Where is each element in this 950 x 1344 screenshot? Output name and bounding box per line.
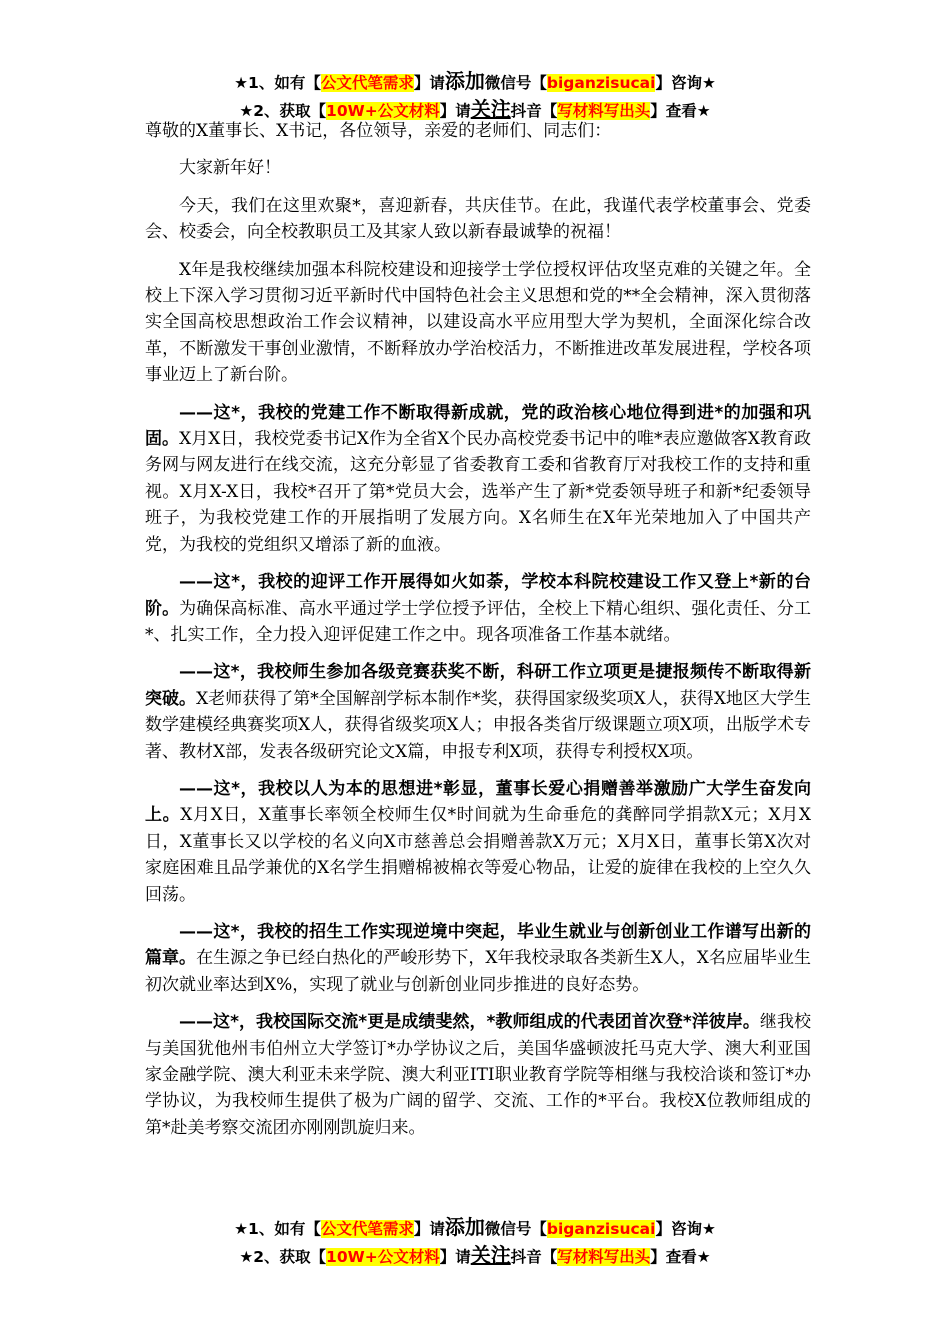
section-lead: ——这*，我校国际交流*更是成绩斐然，*教师组成的代表团首次登*洋彼岸。: [179, 1012, 760, 1033]
section-text: X月X日，X董事长率领全校师生仅*时间就为生命垂危的龚醉同学捐款X元；X月X日，X董事长又以学校的名义向X市慈善总会捐赠善款X万元；X月X日，董事长第X次对家庭困难且品学兼优的X名学生捐赠棉被棉衣等爱心物品，让爱的旋律在我校的上空久久回荡。: [145, 805, 811, 905]
highlight-service: 公文代笔需求: [320, 74, 414, 92]
star-icon: ★: [234, 74, 249, 92]
section-paragraph: [145, 569, 811, 648]
section-lead: ——这*，我校以人为本的思想进*彰显，董事长爱心捐赠善举激励广大学生奋发向上。: [145, 778, 811, 826]
star-icon: ★: [239, 1248, 254, 1266]
highlight-materials: 10W+公文材料: [326, 1248, 440, 1266]
section-paragraph: [145, 1009, 811, 1141]
document-body: [145, 118, 811, 1152]
section-text: 在生源之争已经白热化的严峻形势下，X年我校录取各类新生X人，X名应届毕业生初次就业率达到X%，实现了就业与创新创业同步推进的良好态势。: [145, 948, 812, 995]
highlight-douyin: 写材料写出头: [557, 102, 651, 120]
section-paragraph: [145, 400, 811, 558]
highlight-douyin: 写材料写出头: [557, 1248, 651, 1266]
star-icon: ★: [239, 102, 254, 120]
section-text: 为确保高标准、高水平通过学士学位授予评估，全校上下精心组织、强化责任、分工*、扎实工作，全力投入迎评促建工作之中。现各项准备工作基本就绪。: [145, 598, 812, 645]
footer-banner: [0, 1214, 950, 1270]
intro-paragraph: 今天，我们在这里欢聚*，喜迎新春，共庆佳节。在此，我谨代表学校董事会、党委会、校委会，向全校教职员工及其家人致以新春最诚挚的祝福！: [145, 195, 811, 243]
salutation: 尊敬的X董事长、X书记，各位领导，亲爱的老师们、同志们：: [145, 121, 612, 141]
section-text: 继我校与美国犹他州韦伯州立大学签订*办学协议之后，美国华盛顿波托马克大学、澳大利亚国家金融学院、澳大利亚未来学院、澳大利亚ITI职业教育学院等相继与我校洽谈和签订*办学协议，为我校师生提供了极为广阔的留学、交流、工作的*平台。我校X位教师组成的第*赴美考察交流团亦刚刚凯旋归来。: [145, 1012, 811, 1138]
highlight-wechat-id: biganzisucai: [546, 74, 656, 92]
section-paragraph: [145, 659, 811, 765]
section-lead: ——这*，我校的党建工作不断取得新成就，党的政治核心地位得到进*的加强和巩固。: [145, 402, 811, 450]
section-lead: ——这*，我校师生参加各级竞赛获奖不断，科研工作立项更是捷报频传不断取得新突破。: [145, 662, 811, 709]
banner-line-1: ★1、如有【公文代笔需求】请添加微信号【biganzisucai】咨询★: [234, 69, 716, 93]
banner-line-2: ★2、获取【10W+公文材料】请关注抖音【写材料写出头】查看★: [239, 1243, 711, 1267]
banner-line-2: ★2、获取【10W+公文材料】请关注抖音【写材料写出头】查看★: [239, 97, 711, 121]
highlight-service: 公文代笔需求: [320, 1220, 414, 1238]
banner-line-1: ★1、如有【公文代笔需求】请添加微信号【biganzisucai】咨询★: [234, 1215, 716, 1239]
star-icon: ★: [234, 1220, 249, 1238]
highlight-wechat-id: biganzisucai: [546, 1220, 656, 1238]
section-lead: ——这*，我校的招生工作实现逆境中突起，毕业生就业与创新创业工作谱写出新的篇章。: [145, 921, 811, 969]
highlight-materials: 10W+公文材料: [326, 102, 440, 120]
section-text: X老师获得了第*全国解剖学标本制作*奖，获得国家级奖项X人，获得X地区大学生数学建模经典赛奖项X人，获得省级奖项X人；申报各类省厅级课题立项X项，出版学术专著、教材X部，发表各级研究论文X篇，申报专利X项，获得专利授权X项。: [145, 688, 812, 762]
section-text: X月X日，我校党委书记X作为全省X个民办高校党委书记中的唯*表应邀做客X教育政务网与网友进行在线交流，这充分彰显了省委教育工委和省教育厅对我校工作的支持和重视。X月X-X日，我校*召开了第*党员大会，选举产生了新*党委领导班子和新*纪委领导班子，为我校党建工作的开展指明了发展方向。X名师生在X年光荣地加入了中国共产党，为我校的党组织又增添了新的血液。: [145, 429, 812, 555]
overview-paragraph: X年是我校继续加强本科院校建设和迎接学士学位授权评估攻坚克难的关键之年。全校上下深入学习贯彻习近平新时代中国特色社会主义思想和党的**全会精神，深入贯彻落实全国高校思想政治工作会议精神，以建设高水平应用型大学为契机，全面深化综合改革，不断激发干事创业激情，不断释放办学治校活力，不断推进改革发展进程，学校各项事业迈上了新台阶。: [145, 259, 811, 386]
greeting: 大家新年好！: [179, 158, 281, 179]
header-banner: [0, 68, 950, 124]
section-paragraph: [145, 919, 811, 998]
section-paragraph: [145, 776, 811, 908]
section-lead: ——这*，我校的迎评工作开展得如火如荼，学校本科院校建设工作又登上*新的台阶。: [145, 572, 811, 619]
